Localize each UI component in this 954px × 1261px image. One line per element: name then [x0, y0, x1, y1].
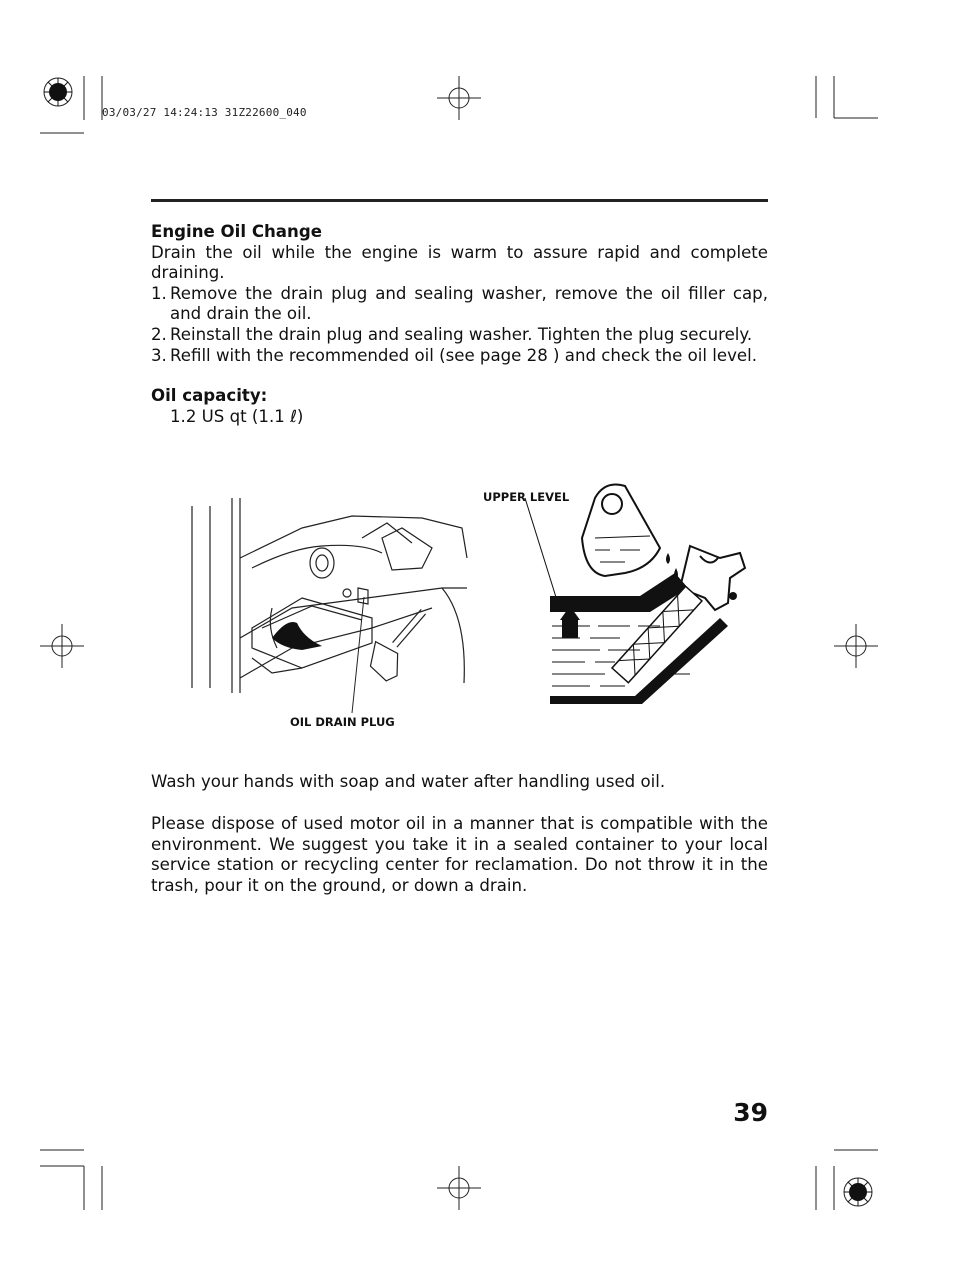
oil-fill-illustration	[550, 478, 780, 703]
oil-capacity-label: Oil capacity:	[151, 386, 268, 406]
list-item	[151, 284, 768, 325]
header-rule	[151, 199, 768, 202]
step-text: Reinstall the drain plug and sealing washer. Tighten the plug securely.	[170, 324, 753, 344]
step-text: Remove the drain plug and sealing washer, remove the oil filler cap, and drain the oil.	[170, 283, 768, 324]
list-item	[151, 325, 768, 346]
print-stamp: 03/03/27 14:24:13 31Z22600_040	[102, 106, 307, 119]
upper-level-label: UPPER LEVEL	[483, 490, 570, 504]
engine-oil-change-section	[151, 222, 768, 427]
step-text: Refill with the recommended oil (see page 28 ) and check the oil level.	[170, 345, 758, 365]
starburst-icon	[44, 78, 72, 106]
step-number: 2.	[151, 324, 167, 344]
section-title: Engine Oil Change	[151, 222, 322, 241]
wash-hands-note: Wash your hands with soap and water after handling used oil.	[151, 772, 666, 791]
step-number: 3.	[151, 345, 167, 365]
drain-plug-illustration	[192, 498, 472, 698]
intro-paragraph: Drain the oil while the engine is warm to assure rapid and complete draining.	[151, 242, 768, 283]
dispose-oil-note: Please dispose of used motor oil in a manner that is compatible with the environment. We suggest you take it in a sealed container to your local service station or recycling center for reclamation. Do not throw it in the trash, pour it on the ground, or down a drain.	[151, 814, 768, 895]
starburst-icon	[844, 1178, 872, 1206]
drain-plug-leader	[340, 595, 380, 725]
oil-capacity-value: 1.2 US qt (1.1 ℓ)	[170, 406, 304, 426]
list-item	[151, 346, 768, 367]
step-number: 1.	[151, 283, 167, 303]
oil-drain-plug-label: OIL DRAIN PLUG	[290, 715, 395, 729]
steps-list	[151, 284, 768, 366]
page-number: 39	[733, 1098, 768, 1127]
